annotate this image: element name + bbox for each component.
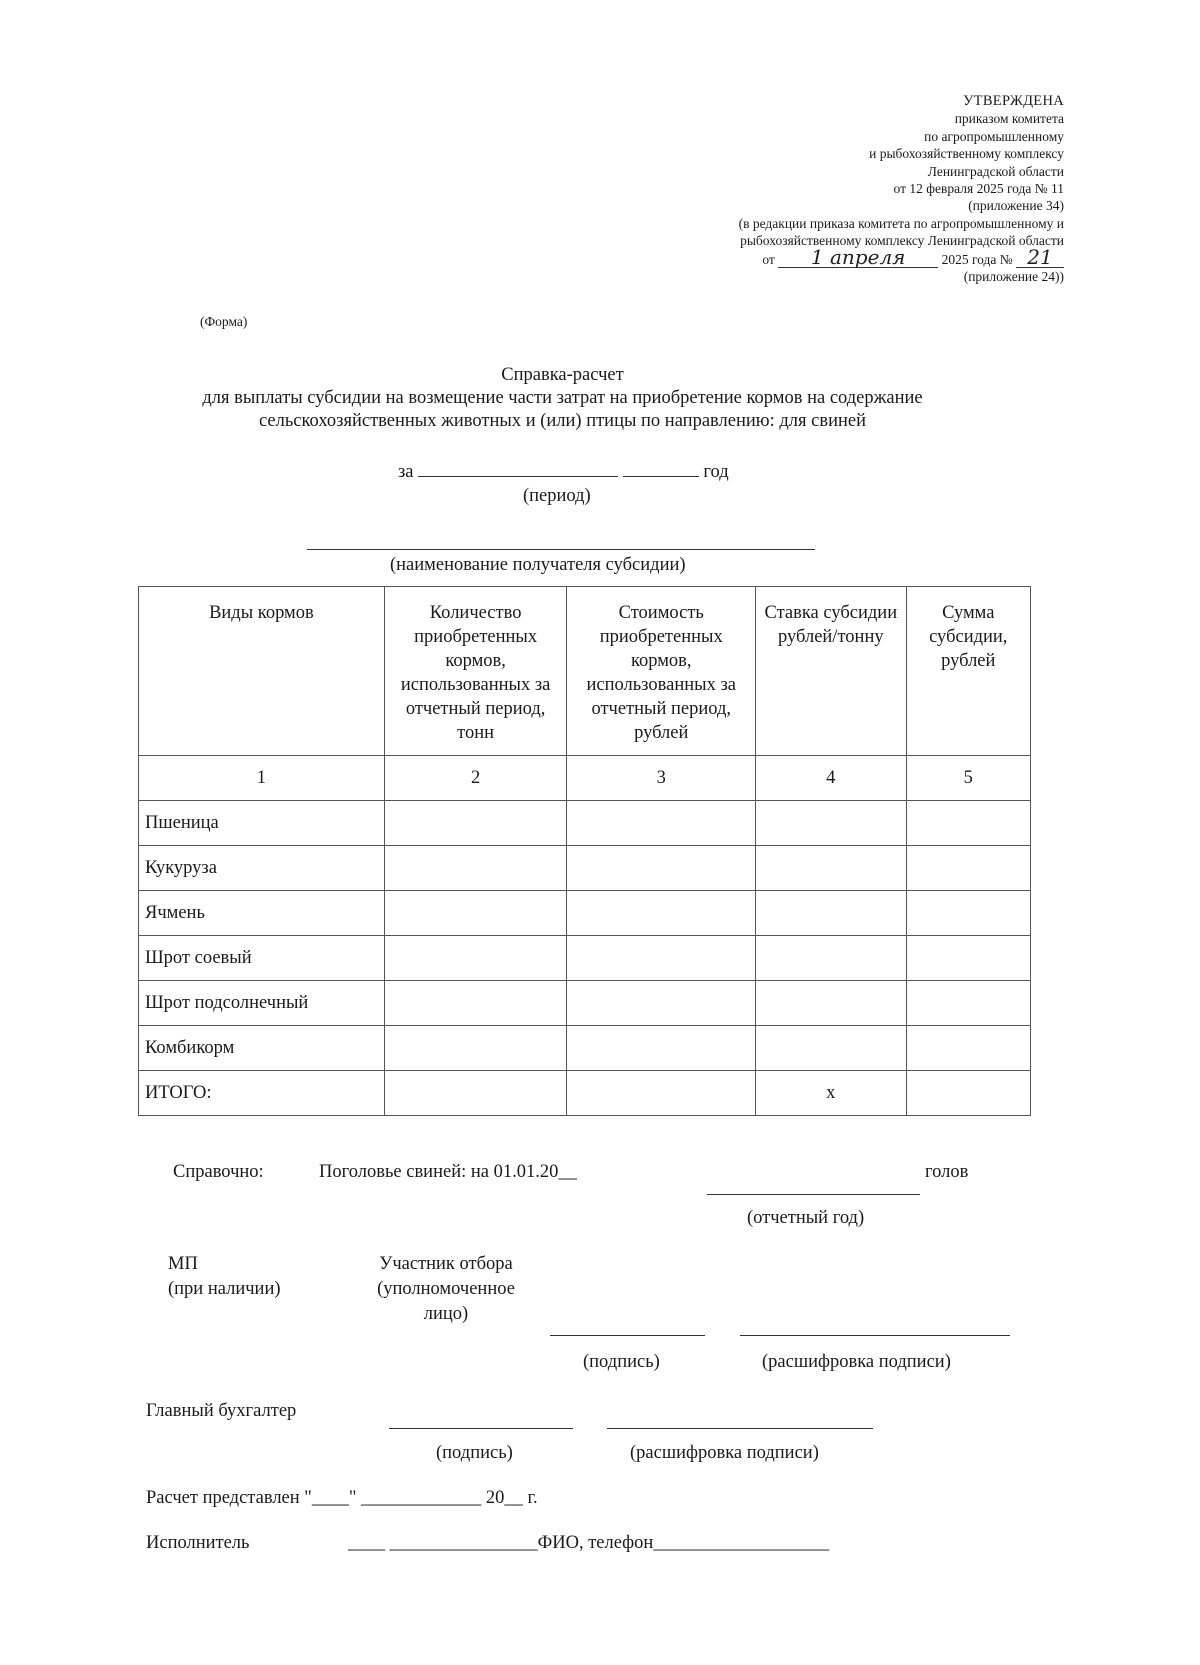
signature-caption: (подпись) xyxy=(583,1352,660,1372)
feed-name: Кукуруза xyxy=(139,846,385,891)
sum-cell[interactable] xyxy=(906,1026,1030,1071)
table-header-row xyxy=(139,587,1031,756)
year-field[interactable] xyxy=(623,459,699,477)
table-row xyxy=(139,981,1031,1026)
feed-name: Ячмень xyxy=(139,891,385,936)
column-number-row xyxy=(139,756,1031,801)
rate-cell[interactable] xyxy=(756,936,907,981)
period-line xyxy=(398,459,729,483)
table-row xyxy=(139,891,1031,936)
sum-cell[interactable] xyxy=(906,981,1030,1026)
recipient-field[interactable] xyxy=(307,549,815,550)
approval-line: по агропромышленному xyxy=(924,128,1064,144)
quantity-cell[interactable] xyxy=(384,846,567,891)
sum-cell[interactable] xyxy=(906,846,1030,891)
recipient-caption: (наименование получателя субсидии) xyxy=(390,555,686,575)
cost-cell[interactable] xyxy=(567,801,756,846)
reference-label: Справочно: xyxy=(173,1162,264,1182)
reference-caption: (отчетный год) xyxy=(747,1208,865,1228)
quantity-cell[interactable] xyxy=(384,891,567,936)
rate-cell[interactable] xyxy=(756,801,907,846)
approval-date-line xyxy=(739,244,1064,269)
mp-label: МП xyxy=(168,1254,198,1274)
participant-line-2: (уполномоченное xyxy=(377,1279,515,1299)
column-number: 2 xyxy=(384,756,567,801)
cost-cell[interactable] xyxy=(567,1026,756,1071)
approval-stamp-block xyxy=(739,93,1064,285)
feed-name: Шрот подсолнечный xyxy=(139,981,385,1026)
accountant-signature-field[interactable] xyxy=(389,1428,573,1429)
approval-line: рыбохозяйственному комплексу Ленинградской области xyxy=(740,233,1064,249)
reference-text: Поголовье свиней: на 01.01.20__ xyxy=(319,1162,577,1182)
feed-name: Комбикорм xyxy=(139,1026,385,1071)
period-prefix: за xyxy=(398,462,414,482)
executor-field[interactable]: ____ ________________ФИО, телефон___________________ xyxy=(348,1533,830,1553)
column-number: 3 xyxy=(567,756,756,801)
participant-decoding-field[interactable] xyxy=(740,1335,1010,1336)
sum-cell[interactable] xyxy=(906,891,1030,936)
approval-number-field xyxy=(1016,244,1064,269)
handwritten-number: 21 xyxy=(1027,244,1053,269)
total-quantity-cell[interactable] xyxy=(384,1071,567,1116)
header-rate: Ставка субсидии рублей/тонну xyxy=(756,587,907,756)
sum-cell[interactable] xyxy=(906,801,1030,846)
accountant-decoding-field[interactable] xyxy=(607,1428,873,1429)
signature-caption: (подпись) xyxy=(436,1443,513,1463)
table-row xyxy=(139,801,1031,846)
decoding-caption: (расшифровка подписи) xyxy=(762,1352,951,1372)
title-line-3: сельскохозяйственных животных и (или) птицы по направлению: для свиней xyxy=(258,411,866,431)
table-row xyxy=(139,846,1031,891)
quantity-cell[interactable] xyxy=(384,1026,567,1071)
title-line-2: для выплаты субсидии на возмещение части затрат на приобретение кормов на содержание xyxy=(202,388,923,408)
table-row xyxy=(139,1026,1031,1071)
rate-cell[interactable] xyxy=(756,1026,907,1071)
table-row xyxy=(139,936,1031,981)
cost-cell[interactable] xyxy=(567,981,756,1026)
column-number: 5 xyxy=(906,756,1030,801)
period-caption: (период) xyxy=(523,486,591,506)
feed-name: Шрот соевый xyxy=(139,936,385,981)
cost-cell[interactable] xyxy=(567,891,756,936)
headcount-field[interactable] xyxy=(707,1194,920,1195)
period-suffix: год xyxy=(703,462,729,482)
rate-cell[interactable] xyxy=(756,981,907,1026)
feed-name: Пшеница xyxy=(139,801,385,846)
header-subsidy-sum: Сумма субсидии, рублей xyxy=(906,587,1030,756)
rate-cell[interactable] xyxy=(756,891,907,936)
total-cost-cell[interactable] xyxy=(567,1071,756,1116)
approval-line: (в редакции приказа комитета по агропромышленному и xyxy=(738,215,1064,231)
approval-line: Ленинградской области xyxy=(927,163,1064,179)
approval-line: (приложение 34) xyxy=(968,198,1064,214)
participant-line-3: лицо) xyxy=(423,1304,469,1324)
stamp-place xyxy=(168,1252,281,1302)
header-quantity: Количество приобретенных кормов, использованных за отчетный период, тонн xyxy=(384,587,567,756)
reference-unit: голов xyxy=(925,1162,969,1182)
column-number: 1 xyxy=(139,756,385,801)
approval-title: УТВЕРЖДЕНА xyxy=(963,93,1064,109)
approval-line: приказом комитета xyxy=(954,111,1064,127)
total-label: ИТОГО: xyxy=(139,1071,385,1116)
total-row xyxy=(139,1071,1031,1116)
approval-line: и рыбохозяйственному комплексу xyxy=(869,146,1064,162)
header-feed-type: Виды кормов xyxy=(139,587,385,756)
approval-from-prefix: от xyxy=(762,251,775,267)
form-label: (Форма) xyxy=(200,314,248,329)
approval-line: от 12 февраля 2025 года № 11 xyxy=(893,181,1064,197)
feed-subsidy-table xyxy=(138,586,1031,1116)
approval-date-field xyxy=(778,244,938,269)
cost-cell[interactable] xyxy=(567,936,756,981)
chief-accountant-label: Главный бухгалтер xyxy=(146,1401,297,1421)
sum-cell[interactable] xyxy=(906,936,1030,981)
quantity-cell[interactable] xyxy=(384,801,567,846)
column-number: 4 xyxy=(756,756,907,801)
mp-note: (при наличии) xyxy=(168,1279,281,1299)
participant-block xyxy=(356,1252,536,1327)
handwritten-date: 1 апреля xyxy=(810,244,906,269)
title-line-1: Справка-расчет xyxy=(501,365,624,385)
approval-line: (приложение 24)) xyxy=(963,269,1064,285)
rate-cell[interactable] xyxy=(756,846,907,891)
decoding-caption: (расшифровка подписи) xyxy=(630,1443,819,1463)
period-field[interactable] xyxy=(418,459,618,477)
participant-line-1: Участник отбора xyxy=(379,1254,513,1274)
approval-year-text: 2025 года № xyxy=(941,251,1013,267)
quantity-cell[interactable] xyxy=(384,936,567,981)
document-title xyxy=(0,364,1125,433)
total-sum-cell[interactable] xyxy=(906,1071,1030,1116)
total-rate-cell: x xyxy=(756,1071,907,1116)
submission-date-line: Расчет представлен "____" _____________ 20__ г. xyxy=(146,1488,538,1508)
quantity-cell[interactable] xyxy=(384,981,567,1026)
participant-signature-field[interactable] xyxy=(550,1335,705,1336)
cost-cell[interactable] xyxy=(567,846,756,891)
executor-label: Исполнитель xyxy=(146,1533,250,1553)
header-cost: Стоимость приобретенных кормов, использованных за отчетный период, рублей xyxy=(567,587,756,756)
